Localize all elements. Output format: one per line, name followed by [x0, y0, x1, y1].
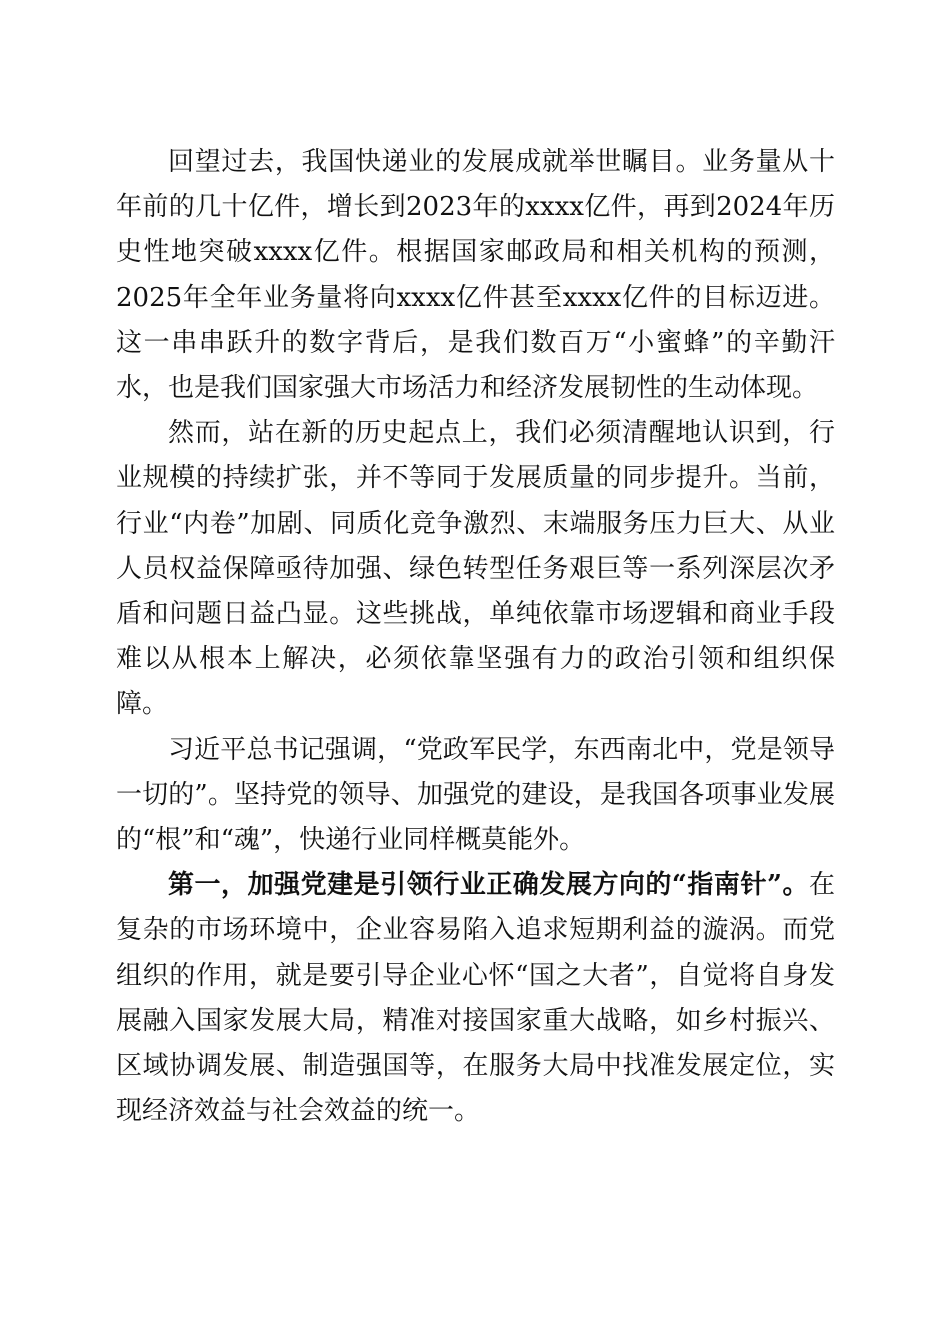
point-one-body: 在复杂的市场环境中，企业容易陷入追求短期利益的漩涡。而党组织的作用，就是要引导企业心怀“国之大者”，自觉将自身发展融入国家发展大局，精准对接国家重大战略，如乡村振兴、区域协调发展、制造强国等，在服务大局中找准发展定位，实现经济效益与社会效益的统一。	[116, 870, 835, 1127]
point-one-lead: 第一，加强党建是引领行业正确发展方向的“指南针”。	[168, 870, 809, 901]
document-body	[116, 140, 835, 1134]
paragraph-challenges: 然而，站在新的历史起点上，我们必须清醒地认识到，行业规模的持续扩张，并不等同于发展质量的同步提升。当前，行业“内卷”加剧、同质化竞争激烈、末端服务压力巨大、从业人员权益保障亟待加强、绿色转型任务艰巨等一系列深层次矛盾和问题日益凸显。这些挑战，单纯依靠市场逻辑和商业手段难以从根本上解决，必须依靠坚强有力的政治引领和组织保障。	[116, 418, 835, 720]
paragraph-point-one	[116, 863, 835, 1134]
paragraph-party-leadership: 习近平总书记强调，“党政军民学，东西南北中，党是领导一切的”。坚持党的领导、加强党的建设，是我国各项事业发展的“根”和“魂”，快递行业同样概莫能外。	[116, 734, 835, 856]
paragraph-achievements: 回望过去，我国快递业的发展成就举世瞩目。业务量从十年前的几十亿件，增长到2023年的xxxx亿件，再到2024年历史性地突破xxxx亿件。根据国家邮政局和相关机构的预测，2025年全年业务量将向xxxx亿件甚至xxxx亿件的目标迈进。这一串串跃升的数字背后，是我们数百万“小蜜蜂”的辛勤汗水，也是我们国家强大市场活力和经济发展韧性的生动体现。	[116, 147, 835, 404]
